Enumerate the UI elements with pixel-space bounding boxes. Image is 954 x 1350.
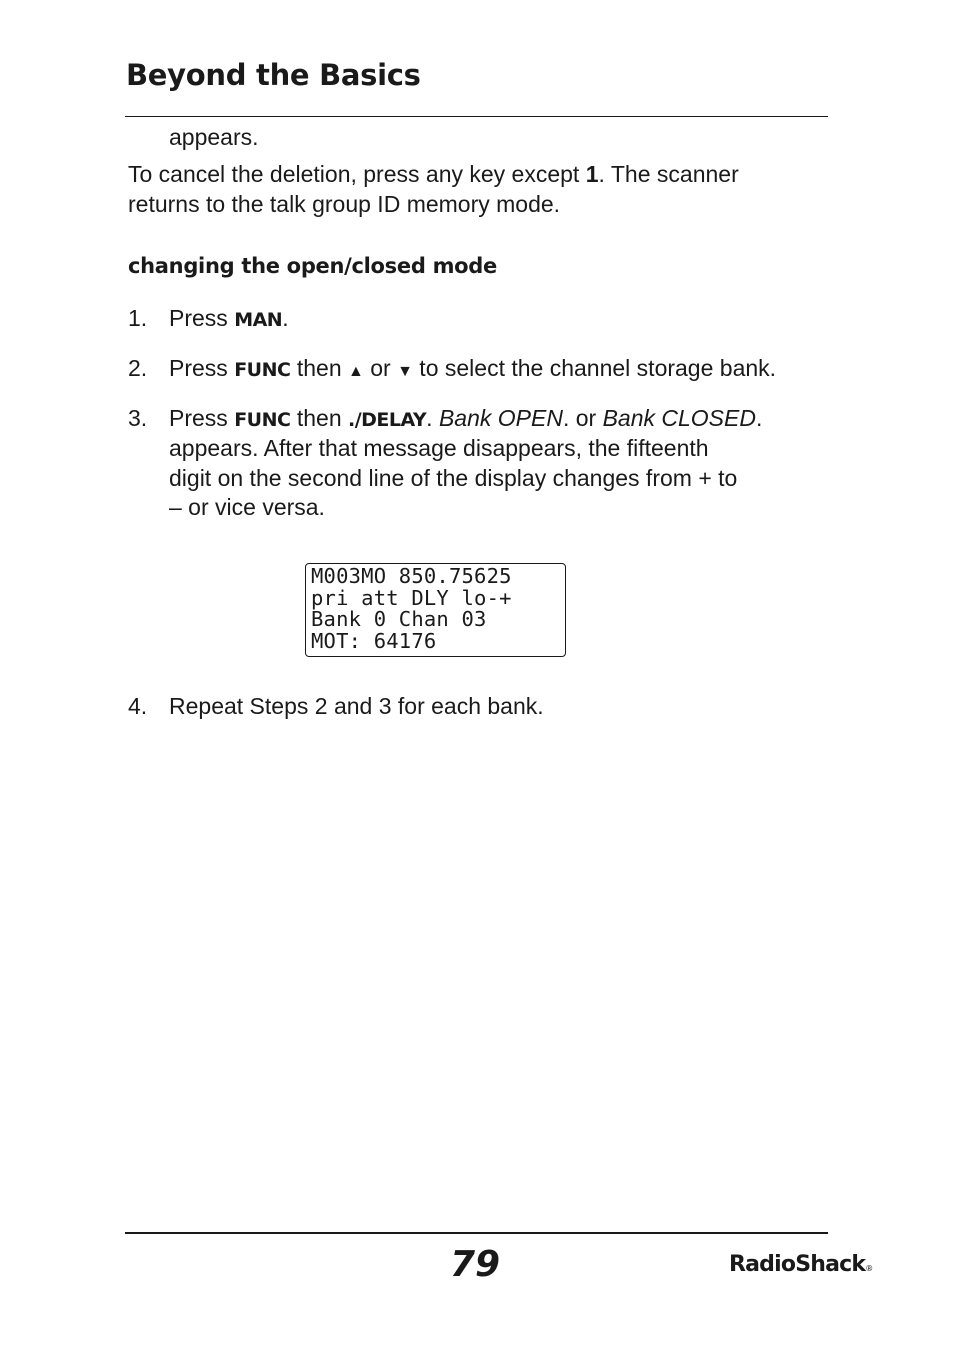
- cancel-paragraph-line-2: returns to the talk group ID memory mode.: [128, 191, 561, 217]
- key-func: FUNC: [234, 409, 291, 431]
- lcd-line-3: Bank 0 Chan 03: [311, 607, 487, 631]
- cancel-paragraph-line-1: To cancel the deletion, press any key except 1. The scanner: [128, 161, 739, 187]
- key-man: MAN: [234, 309, 283, 331]
- key-func: FUNC: [234, 359, 291, 381]
- down-arrow-icon: ▼: [397, 363, 413, 380]
- step-3-line-1: Press FUNC then ./DELAY. Bank OPEN. or Bank CLOSED.: [169, 405, 763, 431]
- step-3-number: 3.: [128, 405, 148, 431]
- message-bank-open: Bank OPEN: [438, 405, 563, 431]
- brand-logo: [729, 1252, 872, 1277]
- footer-rule: [125, 1232, 828, 1234]
- message-bank-closed: Bank CLOSED: [602, 405, 756, 431]
- brand-name: RadioShack: [729, 1252, 866, 1277]
- continuation-text: appears.: [169, 124, 259, 150]
- step-3-line-2: appears. After that message disappears, the fifteenth: [169, 435, 709, 461]
- step-3-line-4: – or vice versa.: [169, 494, 325, 520]
- lcd-line-4: MOT: 64176: [311, 628, 437, 653]
- step-4-number: 4.: [128, 693, 148, 719]
- step-2-number: 2.: [128, 355, 148, 381]
- up-arrow-icon: ▲: [348, 363, 364, 380]
- page-number: 79: [450, 1244, 501, 1285]
- key-delay: ./DELAY: [348, 409, 427, 431]
- page-header-title: Beyond the Basics: [126, 58, 421, 92]
- step-1-text: Press MAN.: [169, 305, 289, 331]
- header-rule: [125, 116, 828, 117]
- section-heading: changing the open/closed mode: [128, 254, 497, 278]
- step-2-text: Press FUNC then ▲ or ▼ to select the channel storage bank.: [169, 355, 777, 381]
- key-1: 1: [585, 161, 599, 187]
- lcd-line-1: M003MO 850.75625: [311, 564, 512, 588]
- step-3-line-3: digit on the second line of the display changes from + to: [169, 465, 738, 491]
- lcd-line-2: pri att DLY lo-+: [311, 585, 512, 610]
- step-1-number: 1.: [128, 305, 148, 331]
- registered-mark: ®: [865, 1264, 873, 1273]
- lcd-display: [305, 563, 566, 657]
- step-4-text: Repeat Steps 2 and 3 for each bank.: [169, 693, 544, 719]
